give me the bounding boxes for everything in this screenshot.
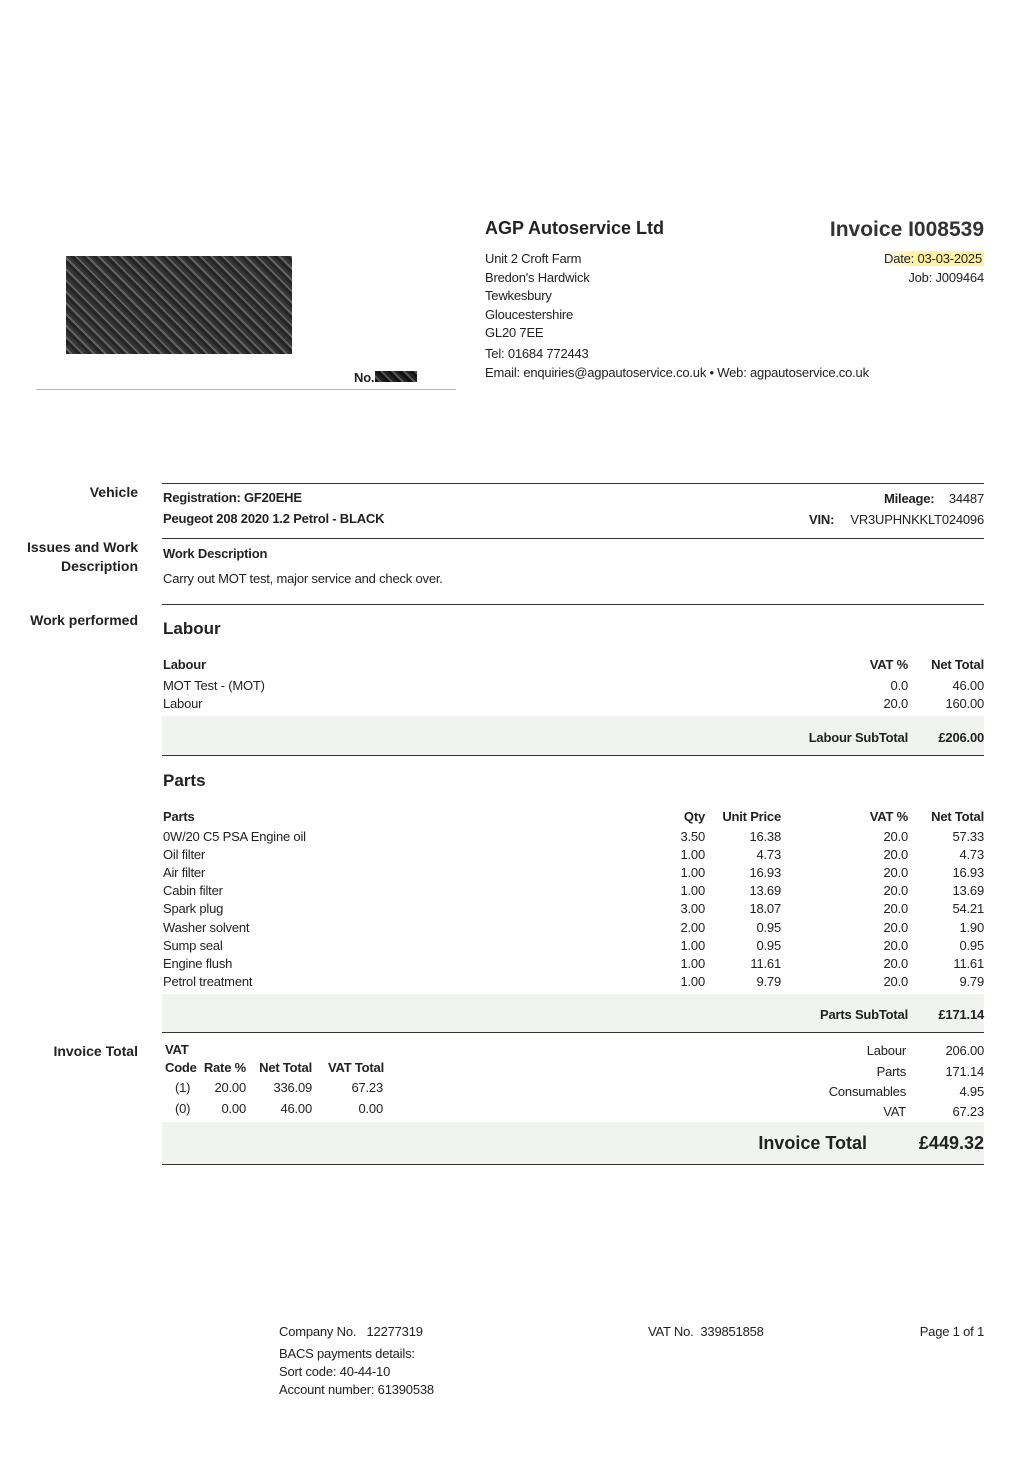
vat-col-code: Code xyxy=(165,1060,197,1075)
address-line: GL20 7EE xyxy=(485,325,544,340)
labour-section-title: Labour xyxy=(163,619,221,638)
recipient-divider xyxy=(36,389,456,390)
totals-label: Labour xyxy=(866,1043,906,1058)
totals-value: 4.95 xyxy=(959,1084,984,1099)
totals-label: VAT xyxy=(883,1104,906,1119)
vat-row-code: (1) xyxy=(175,1080,191,1095)
label-vehicle: Vehicle xyxy=(89,484,138,500)
parts-row-qty: 1.00 xyxy=(680,883,705,899)
parts-row-qty: 1.00 xyxy=(680,847,705,863)
recipient-number-label: No. xyxy=(354,370,375,385)
totals-value: 67.23 xyxy=(952,1104,984,1119)
parts-row-item: Petrol treatment xyxy=(163,973,253,989)
parts-col-item: Parts xyxy=(163,809,195,824)
parts-row-item: Washer solvent xyxy=(163,919,250,935)
parts-row-item: Engine flush xyxy=(163,955,233,971)
labour-subtotal-value: £206.00 xyxy=(938,730,984,745)
parts-row-qty: 3.00 xyxy=(680,901,705,917)
labour-row-item: Labour xyxy=(163,696,203,711)
parts-subtotal-label: Parts SubTotal xyxy=(820,1007,908,1022)
labour-col-item: Labour xyxy=(163,657,206,672)
parts-section-title: Parts xyxy=(163,771,206,790)
parts-row-qty: 1.00 xyxy=(680,973,705,989)
company-address xyxy=(485,250,590,343)
parts-row-vat: 20.0 xyxy=(883,865,908,881)
labour-row-net: 46.00 xyxy=(952,678,984,693)
vehicle-description: Peugeot 208 2020 1.2 Petrol - BLACK xyxy=(163,511,385,526)
redacted-recipient-number xyxy=(375,371,417,382)
parts-row-vat: 20.0 xyxy=(883,973,908,989)
parts-row-vat: 20.0 xyxy=(883,937,908,953)
company-name: AGP Autoservice Ltd xyxy=(485,218,665,238)
footer-page: Page 1 of 1 xyxy=(919,1324,984,1339)
parts-row-qty: 3.50 xyxy=(680,829,705,844)
labour-row-net: 160.00 xyxy=(945,696,984,711)
parts-row-qty: 2.00 xyxy=(680,919,705,935)
company-email-web: Email: enquiries@agpautoservice.co.uk • Web: agpautoservice.co.uk xyxy=(485,365,869,380)
parts-row-vat: 20.0 xyxy=(883,829,908,844)
parts-row-vat: 20.0 xyxy=(883,901,908,917)
label-invoice-total: Invoice Total xyxy=(53,1043,138,1059)
parts-row-net: 11.61 xyxy=(953,955,984,971)
parts-row-vat: 20.0 xyxy=(883,919,908,935)
invoice-total-label: Invoice Total xyxy=(758,1133,867,1153)
totals-value: 206.00 xyxy=(945,1043,984,1058)
parts-bottom-line xyxy=(162,1032,984,1033)
parts-col-vat: VAT % xyxy=(869,809,908,824)
parts-row-unit: 18.07 xyxy=(749,901,781,917)
redacted-recipient-address xyxy=(66,256,292,354)
parts-subtotal-value: £171.14 xyxy=(938,1007,984,1022)
parts-row-unit: 4.73 xyxy=(756,847,781,863)
parts-row-item: Air filter xyxy=(163,865,206,881)
labour-row-item: MOT Test - (MOT) xyxy=(163,678,265,693)
footer-sort-code: Sort code: 40-44-10 xyxy=(279,1364,391,1379)
parts-row-unit: 0.95 xyxy=(756,919,781,935)
parts-col-unit: Unit Price xyxy=(722,809,781,824)
totals-value: 171.14 xyxy=(945,1064,984,1079)
parts-row-vat: 20.0 xyxy=(883,883,908,899)
mileage-label: Mileage: xyxy=(884,491,935,506)
parts-row-unit: 9.79 xyxy=(756,973,781,989)
vehicle-top-line xyxy=(162,483,984,484)
vat-row-code: (0) xyxy=(175,1101,191,1116)
totals-label: Parts xyxy=(876,1064,906,1079)
parts-row-net: 57.33 xyxy=(952,829,984,844)
parts-row-qty: 1.00 xyxy=(680,865,705,881)
label-issues-line1: Issues and Work xyxy=(26,539,138,555)
totals-label: Consumables xyxy=(828,1084,906,1099)
vat-row-vat: 67.23 xyxy=(351,1080,383,1095)
footer-vat-no: VAT No. 339851858 xyxy=(648,1324,764,1339)
labour-col-vat: VAT % xyxy=(869,657,908,672)
work-description-text: Carry out MOT test, major service and check over. xyxy=(163,571,443,586)
parts-row-unit: 13.69 xyxy=(749,883,781,899)
labour-row-vat: 0.0 xyxy=(890,678,908,693)
vin-value: VR3UPHNKKLT024096 xyxy=(850,512,984,527)
parts-row-item: Cabin filter xyxy=(163,883,223,899)
address-line: Gloucestershire xyxy=(485,306,574,322)
vin-label: VIN: xyxy=(809,512,835,527)
invoice-total-value: £449.32 xyxy=(918,1133,984,1153)
parts-row-net: 9.79 xyxy=(959,973,984,989)
parts-row-net: 13.69 xyxy=(952,883,984,899)
parts-row-qty: 1.00 xyxy=(680,955,705,971)
invoice-title: Invoice I008539 xyxy=(829,218,984,241)
parts-row-net: 0.95 xyxy=(959,937,984,953)
parts-row-net: 54.21 xyxy=(952,901,984,917)
vehicle-bottom-line xyxy=(162,538,984,539)
vat-table-title: VAT xyxy=(165,1042,189,1057)
parts-row-unit: 0.95 xyxy=(756,937,781,953)
labour-col-net: Net Total xyxy=(931,657,984,672)
address-line: Tewkesbury xyxy=(485,288,552,303)
labour-row-vat: 20.0 xyxy=(883,696,908,711)
footer-bacs: BACS payments details: xyxy=(279,1346,415,1361)
parts-row-unit: 11.61 xyxy=(750,955,781,971)
parts-row-unit: 16.38 xyxy=(749,829,781,844)
vat-row-rate: 0.00 xyxy=(221,1101,246,1116)
labour-bottom-line xyxy=(162,755,984,756)
mileage-value: 34487 xyxy=(948,491,984,506)
parts-col-net: Net Total xyxy=(931,809,984,824)
labour-subtotal-label: Labour SubTotal xyxy=(808,730,908,745)
invoice-job: Job: J009464 xyxy=(908,270,984,285)
parts-row-net: 16.93 xyxy=(952,865,984,881)
footer-company-no: Company No. 12277319 xyxy=(279,1324,423,1339)
footer-account: Account number: 61390538 xyxy=(279,1382,434,1397)
parts-row-unit: 16.93 xyxy=(749,865,781,881)
invoice-date: Date: 03-03-2025 xyxy=(884,251,982,266)
work-bottom-line xyxy=(162,604,984,605)
parts-row-vat: 20.0 xyxy=(883,847,908,863)
company-tel: Tel: 01684 772443 xyxy=(485,346,589,361)
parts-col-qty: Qty xyxy=(683,809,705,824)
parts-row-item: 0W/20 C5 PSA Engine oil xyxy=(163,829,306,844)
vat-row-net: 336.09 xyxy=(273,1080,312,1095)
vat-col-rate: Rate % xyxy=(203,1060,246,1075)
address-line: Bredon's Hardwick xyxy=(485,269,590,285)
parts-row-net: 1.90 xyxy=(959,919,984,935)
label-work-performed: Work performed xyxy=(30,612,138,628)
parts-row-net: 4.73 xyxy=(959,847,984,863)
vat-col-vat-total: VAT Total xyxy=(328,1060,384,1075)
parts-row-item: Spark plug xyxy=(163,901,224,917)
invoice-total-bottom-line xyxy=(162,1164,984,1165)
parts-row-vat: 20.0 xyxy=(883,955,908,971)
vat-row-rate: 20.00 xyxy=(214,1080,246,1095)
parts-row-item: Oil filter xyxy=(163,847,206,863)
parts-row-qty: 1.00 xyxy=(680,937,705,953)
vat-col-net: Net Total xyxy=(259,1060,312,1075)
vat-row-net: 46.00 xyxy=(280,1101,312,1116)
address-line: Unit 2 Croft Farm xyxy=(485,251,582,266)
label-issues-line2: Description xyxy=(60,558,138,574)
vat-row-vat: 0.00 xyxy=(358,1101,383,1116)
vehicle-registration: Registration: GF20EHE xyxy=(163,490,302,505)
parts-row-item: Sump seal xyxy=(163,937,223,953)
work-description-heading: Work Description xyxy=(163,546,268,561)
